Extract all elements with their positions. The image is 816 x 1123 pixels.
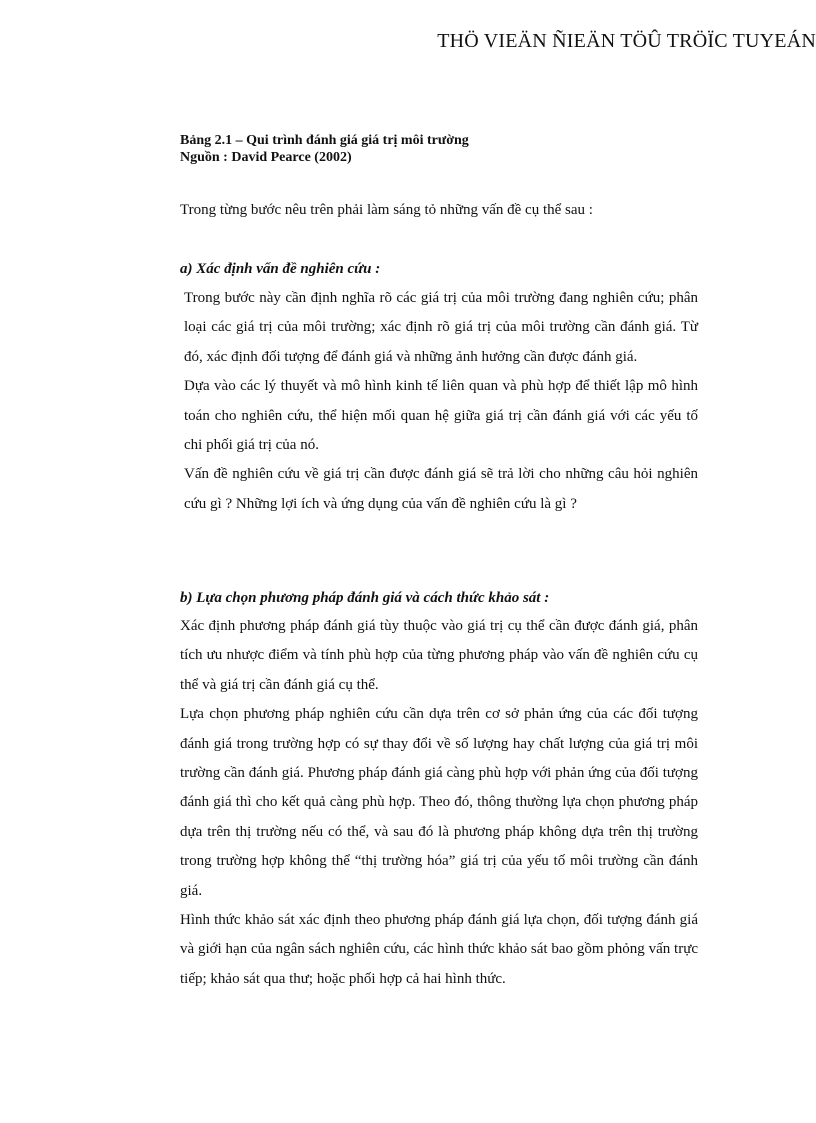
caption-title: Bảng 2.1 – Qui trình đánh giá giá trị môi trường <box>180 133 469 148</box>
caption-source: Nguồn : David Pearce (2002) <box>180 150 352 165</box>
intro-paragraph: Trong từng bước nêu trên phải làm sáng tỏ những vấn đề cụ thể sau : <box>180 202 593 218</box>
paragraph: Xác định phương pháp đánh giá tùy thuộc vào giá trị cụ thể cần được đánh giá, phân tích ưu nhược điểm và tính phù hợp của từng phương pháp vào vấn đề nghiên cứu cụ thể và giá trị cần đánh giá cụ thể. <box>180 618 698 693</box>
section-a-body <box>184 284 698 519</box>
paragraph: Hình thức khảo sát xác định theo phương pháp đánh giá lựa chọn, đối tượng đánh giá và giới hạn của ngân sách nghiên cứu, các hình thức khảo sát bao gồm phỏng vấn trực tiếp; khảo sát qua thư; hoặc phối hợp cả hai hình thức. <box>180 912 698 987</box>
paragraph: Trong bước này cần định nghĩa rõ các giá trị của môi trường đang nghiên cứu; phân loại các giá trị của môi trường; xác định rõ giá trị của môi trường cần đánh giá. Từ đó, xác định đối tượng để đánh giá và những ảnh hưởng cần được đánh giá. <box>184 290 698 365</box>
table-caption <box>180 132 469 166</box>
paragraph: Lựa chọn phương pháp nghiên cứu cần dựa trên cơ sở phản ứng của các đối tượng đánh giá trong trường hợp có sự thay đổi về số lượng hay chất lượng của giá trị môi trường cần đánh giá. Phương pháp đánh giá càng phù hợp với phản ứng của đối tượng đánh giá thì cho kết quả càng phù hợp. Theo đó, thông thường lựa chọn phương pháp dựa trên thị trường nếu có thể, và sau đó là phương pháp không dựa trên thị trường trong trường hợp không thể “thị trường hóa” giá trị của yếu tố môi trường cần đánh giá. <box>180 706 698 899</box>
section-b-heading: b) Lựa chọn phương pháp đánh giá và cách thức khảo sát : <box>180 590 550 606</box>
section-a-heading: a) Xác định vấn đề nghiên cứu : <box>180 261 381 277</box>
page-header: THÖ VIEÄN ÑIEÄN TÖÛ TRÖÏC TUYEÁN <box>437 30 816 52</box>
paragraph: Dựa vào các lý thuyết và mô hình kinh tế liên quan và phù hợp để thiết lập mô hình toán cho nghiên cứu, thể hiện mối quan hệ giữa giá trị cần đánh giá với các yếu tố chi phối giá trị của nó. <box>184 378 698 454</box>
section-b-body <box>180 612 698 994</box>
paragraph: Vấn đề nghiên cứu về giá trị cần được đánh giá sẽ trả lời cho những câu hỏi nghiên cứu gì ? Những lợi ích và ứng dụng của vấn đề nghiên cứu là gì ? <box>184 466 698 512</box>
